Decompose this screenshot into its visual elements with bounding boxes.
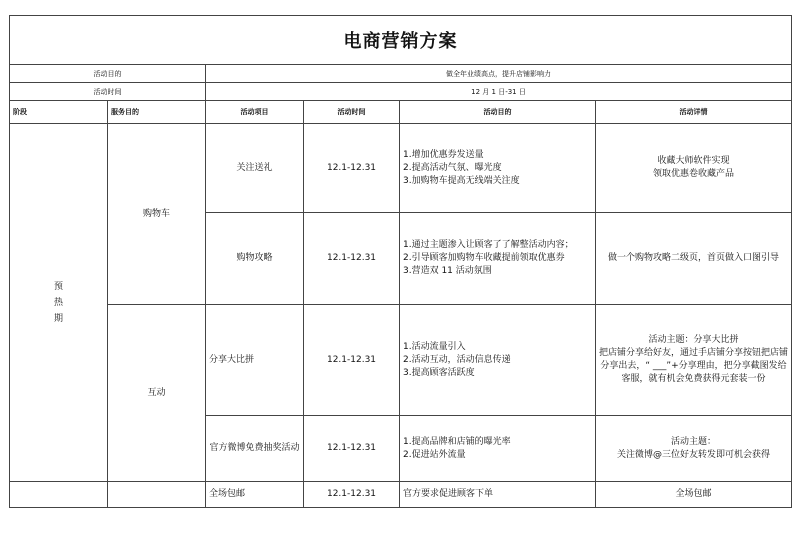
row-1-time[interactable]: 12.1-12.31	[304, 124, 400, 213]
header-service[interactable]: 服务目的	[108, 101, 206, 124]
row-4-project[interactable]: 官方微博免费抽奖活动	[206, 416, 304, 482]
row-5-detail[interactable]: 全场包邮	[596, 482, 792, 508]
row-4-time[interactable]: 12.1-12.31	[304, 416, 400, 482]
stage-cell[interactable]: 预 热 期	[10, 124, 108, 482]
row-2-project[interactable]: 购物攻略	[206, 213, 304, 305]
plan-table	[9, 15, 792, 508]
meta-label-purpose[interactable]: 活动目的	[10, 65, 206, 83]
row-3-project[interactable]: 分享大比拼	[206, 305, 304, 416]
header-project[interactable]: 活动项目	[206, 101, 304, 124]
row-1-project[interactable]: 关注送礼	[206, 124, 304, 213]
header-detail[interactable]: 活动详情	[596, 101, 792, 124]
row-1-detail[interactable]: 收藏大师软件实现 领取优惠卷收藏产品	[596, 124, 792, 213]
group-interact[interactable]: 互动	[108, 305, 206, 482]
meta-value-time[interactable]: 12 月 1 日-31 日	[206, 83, 792, 101]
meta-value-purpose[interactable]: 做全年业绩高点，提升店铺影响力	[206, 65, 792, 83]
row-5-time[interactable]: 12.1-12.31	[304, 482, 400, 508]
header-purpose[interactable]: 活动目的	[400, 101, 596, 124]
group-cart[interactable]: 购物车	[108, 124, 206, 305]
row-3-time[interactable]: 12.1-12.31	[304, 305, 400, 416]
row-3-purpose[interactable]: 1.活动流量引入 2.活动互动，活动信息传递 3.提高顾客活跃度	[400, 305, 596, 416]
marketing-plan-sheet	[9, 15, 791, 508]
row-2-detail[interactable]: 做一个购物攻略二级页，首页做入口图引导	[596, 213, 792, 305]
meta-label-time[interactable]: 活动时间	[10, 83, 206, 101]
row-3-detail[interactable]: 活动主题：分享大比拼 把店铺分享给好友，通过手店铺分享按钮把店铺分享出去，“ ___”+分享理由，把分享截图发给客服，就有机会免费获得元套装一份	[596, 305, 792, 416]
row-5-purpose[interactable]: 官方要求促进顾客下单	[400, 482, 596, 508]
sheet-title[interactable]: 电商营销方案	[10, 16, 792, 65]
blank-service-cell[interactable]	[108, 482, 206, 508]
row-4-detail[interactable]: 活动主题： 关注微博@三位好友转发即可机会获得	[596, 416, 792, 482]
row-2-time[interactable]: 12.1-12.31	[304, 213, 400, 305]
blank-stage-cell[interactable]	[10, 482, 108, 508]
header-time[interactable]: 活动时间	[304, 101, 400, 124]
row-1-purpose[interactable]: 1.增加优惠券发送量 2.提高活动气氛、曝光度 3.加购物车提高无线端关注度	[400, 124, 596, 213]
row-4-purpose[interactable]: 1.提高品牌和店铺的曝光率 2.促进站外流量	[400, 416, 596, 482]
header-stage[interactable]: 阶段	[10, 101, 108, 124]
row-2-purpose[interactable]: 1.通过主题渗入让顾客了了解整活动内容； 2.引导顾客加购物车收藏提前领取优惠券 3.营造双 11 活动氛围	[400, 213, 596, 305]
row-5-project[interactable]: 全场包邮	[206, 482, 304, 508]
